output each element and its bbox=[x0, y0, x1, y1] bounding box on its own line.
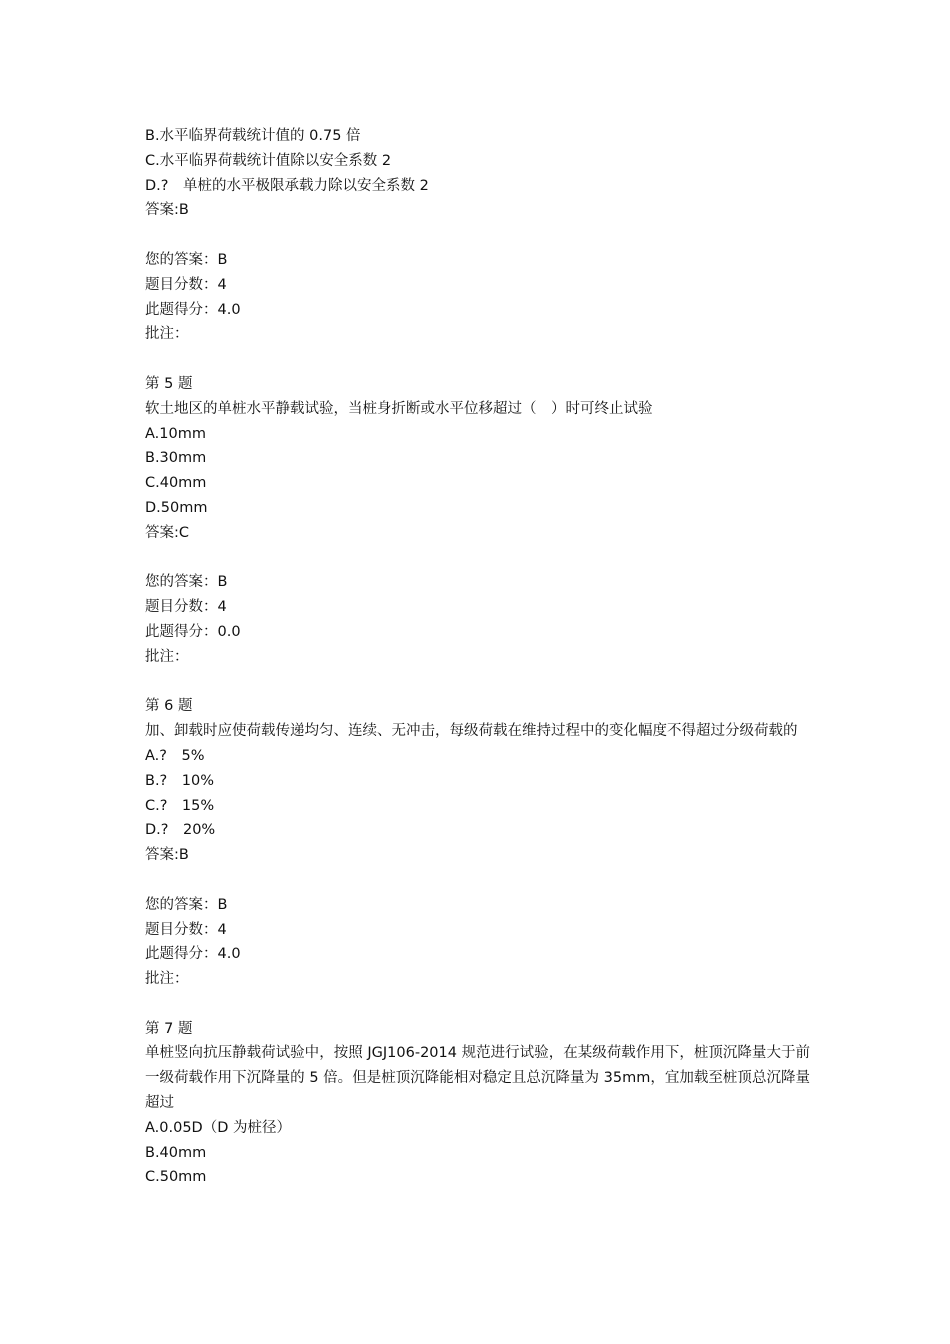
spacer bbox=[145, 347, 810, 372]
spacer bbox=[145, 670, 810, 695]
q7-option-b: B.40mm bbox=[145, 1144, 207, 1161]
spacer bbox=[145, 546, 810, 571]
q7-option-a: A.0.05D（D 为桩径） bbox=[145, 1119, 291, 1136]
exam-document bbox=[145, 124, 810, 1190]
q6-score: 题目分数：4 bbox=[145, 921, 227, 938]
q5-score: 题目分数：4 bbox=[145, 599, 227, 616]
q5-note: 批注： bbox=[145, 648, 189, 665]
q4-your-answer: 您的答案：B bbox=[145, 251, 228, 268]
q5-option-c: C.40mm bbox=[145, 475, 207, 492]
q7-title: 第 7 题 bbox=[145, 1020, 193, 1037]
q4-option-c: C.水平临界荷载统计值除以安全系数 2 bbox=[145, 152, 392, 169]
q6-question: 加、卸载时应使荷载传递均匀、连续、无冲击，每级荷载在维持过程中的变化幅度不得超过分级荷载的 bbox=[145, 723, 798, 740]
q5-earned: 此题得分：0.0 bbox=[145, 623, 241, 640]
q4-option-d: D.? 单桩的水平极限承载力除以安全系数 2 bbox=[145, 177, 429, 194]
q6-option-a: A.? 5% bbox=[145, 747, 205, 764]
q7-question: 单桩竖向抗压静载荷试验中，按照 JGJ106-2014 规范进行试验，在某级荷载作用下，桩顶沉降量大于前一级荷载作用下沉降量的 5 倍。但是桩顶沉降能相对稳定且总沉降量为 35mm，宜加载至桩顶总沉降量超过 bbox=[145, 1045, 810, 1112]
q5-your-answer: 您的答案：B bbox=[145, 574, 228, 591]
q4-note: 批注： bbox=[145, 326, 189, 343]
q5-option-a: A.10mm bbox=[145, 425, 206, 442]
q6-option-b: B.? 10% bbox=[145, 772, 214, 789]
q5-option-b: B.30mm bbox=[145, 450, 207, 467]
q5-option-d: D.50mm bbox=[145, 499, 208, 516]
q6-option-c: C.? 15% bbox=[145, 797, 215, 814]
spacer bbox=[145, 868, 810, 893]
q6-option-d: D.? 20% bbox=[145, 822, 216, 839]
q6-earned: 此题得分：4.0 bbox=[145, 946, 241, 963]
q7-option-c: C.50mm bbox=[145, 1169, 207, 1186]
q4-score: 题目分数：4 bbox=[145, 276, 227, 293]
q6-answer: 答案:B bbox=[145, 847, 189, 864]
q6-title: 第 6 题 bbox=[145, 698, 193, 715]
spacer bbox=[145, 992, 810, 1017]
q5-answer: 答案:C bbox=[145, 524, 190, 541]
spacer bbox=[145, 223, 810, 248]
q6-note: 批注： bbox=[145, 971, 189, 988]
q6-your-answer: 您的答案：B bbox=[145, 896, 228, 913]
q5-question: 软土地区的单桩水平静载试验，当桩身折断或水平位移超过（ ）时可终止试验 bbox=[145, 400, 653, 417]
q4-earned: 此题得分：4.0 bbox=[145, 301, 241, 318]
q4-answer: 答案:B bbox=[145, 202, 189, 219]
q5-title: 第 5 题 bbox=[145, 375, 193, 392]
q4-option-b: B.水平临界荷载统计值的 0.75 倍 bbox=[145, 128, 361, 144]
